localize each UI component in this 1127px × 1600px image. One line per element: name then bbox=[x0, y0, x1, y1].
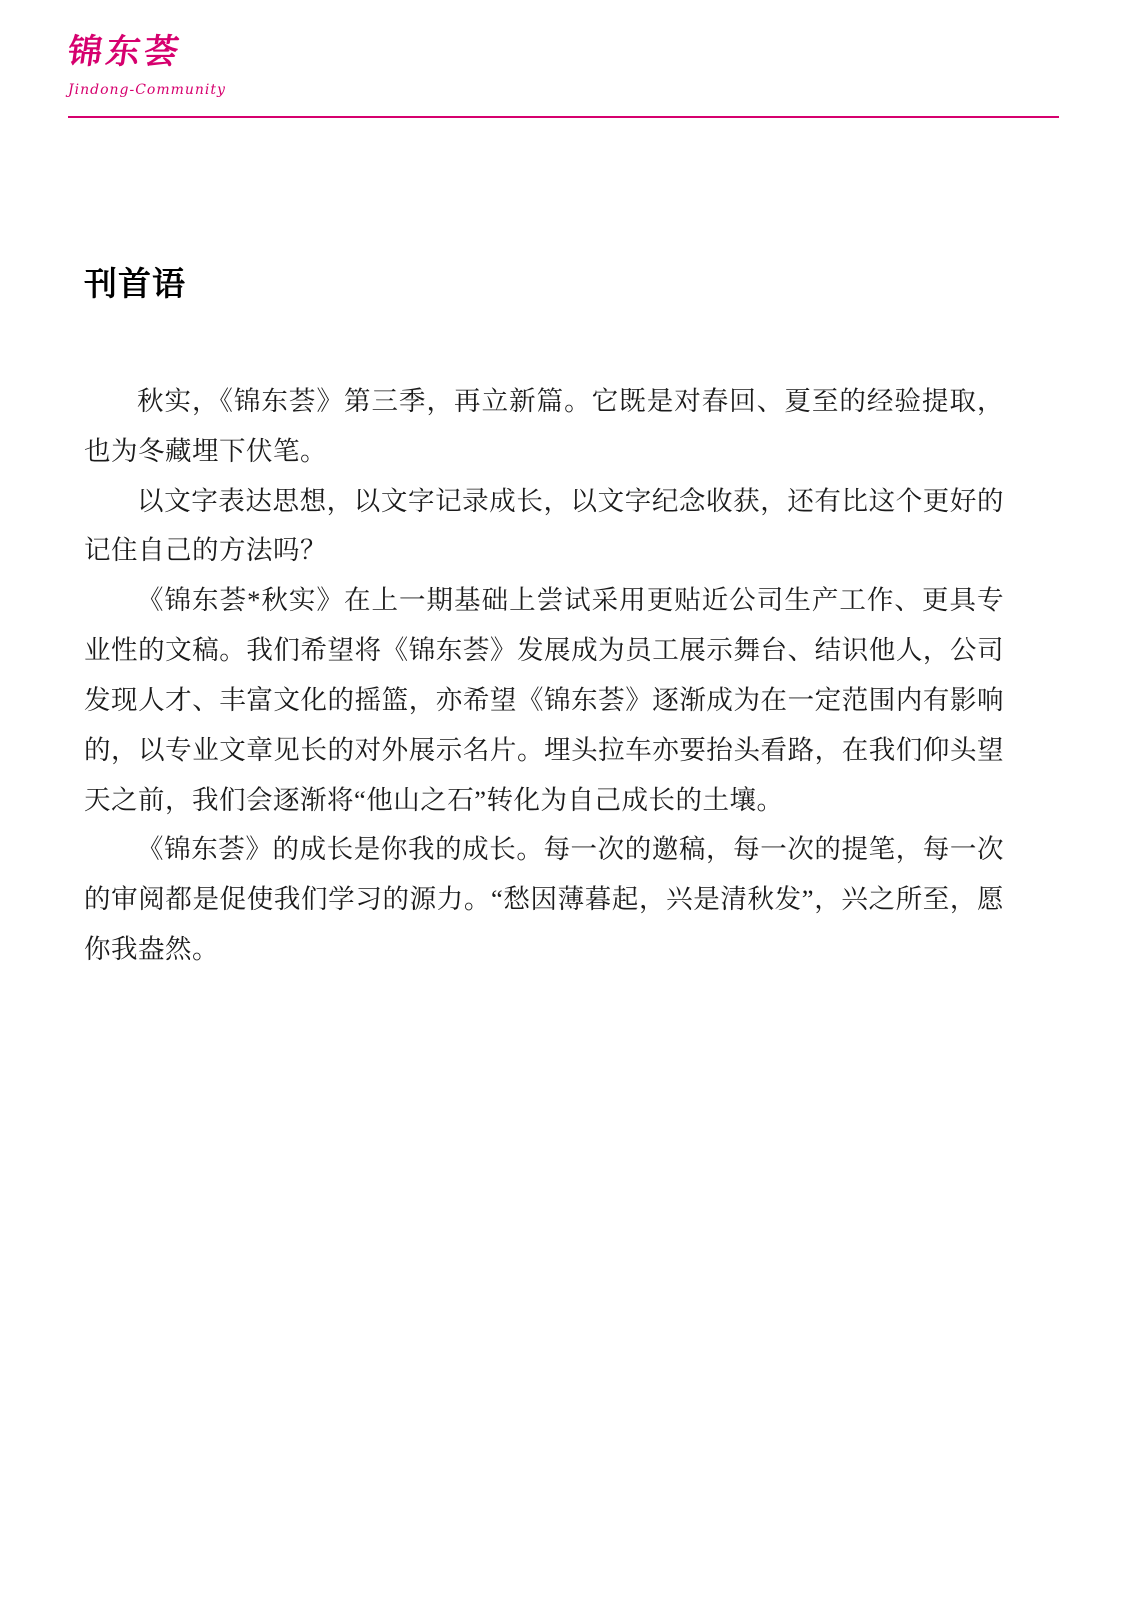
article-paragraph: 秋实，《锦东荟》第三季，再立新篇。它既是对春回、夏至的经验提取，也为冬藏埋下伏笔。 bbox=[84, 386, 1004, 466]
article-paragraph: 《锦东荟*秋实》在上一期基础上尝试采用更贴近公司生产工作、更具专业性的文稿。我们希望将《锦东荟》发展成为员工展示舞台、结识他人，公司发现人才、丰富文化的摇篮，亦希望《锦东荟》逐渐成为在一定范围内有影响的，以专业文章见长的对外展示名片。埋头拉车亦要抬头看路，在我们仰头望天之前，我们会逐渐将“他山之石”转化为自己成长的土壤。 bbox=[84, 585, 1004, 815]
brand-logo-cn: 锦东荟 bbox=[65, 34, 185, 71]
article-container bbox=[84, 258, 1004, 975]
article-paragraph: 以文字表达思想，以文字记录成长，以文字纪念收获，还有比这个更好的记住自己的方法吗？ bbox=[84, 485, 1004, 566]
brand-logo-en: Jindong-Community bbox=[68, 82, 226, 98]
header-divider bbox=[68, 116, 1059, 118]
article-body bbox=[84, 377, 1004, 975]
article-paragraph: 《锦东荟》的成长是你我的成长。每一次的邀稿，每一次的提笔，每一次的审阅都是促使我们学习的源力。“愁因薄暮起，兴是清秋发”，兴之所至，愿你我盎然。 bbox=[84, 834, 1004, 964]
page-title: 刊首语 bbox=[84, 264, 186, 303]
page-masthead bbox=[0, 0, 1127, 125]
brand-logo bbox=[65, 34, 228, 118]
